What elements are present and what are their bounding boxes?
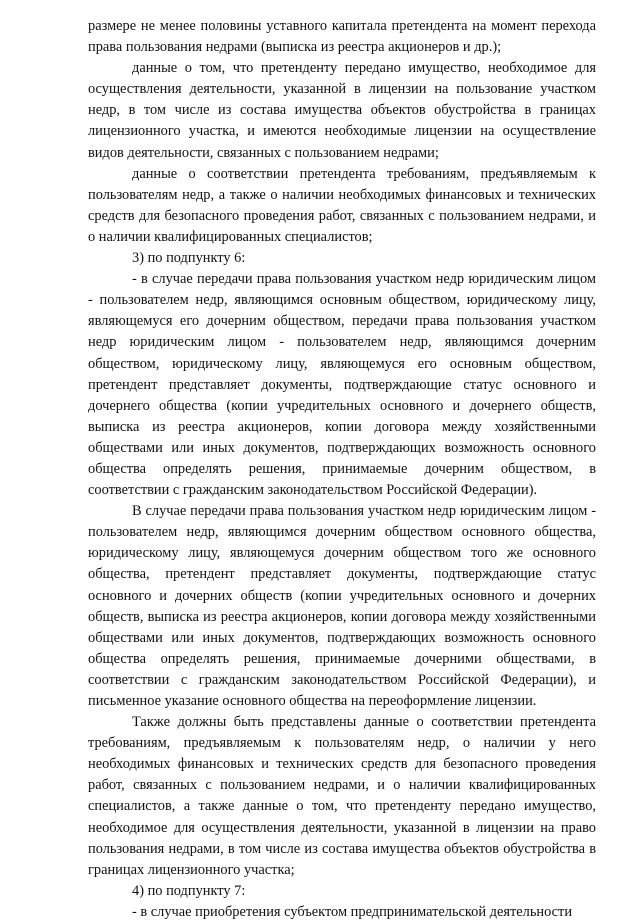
document-page: [88, 16, 596, 923]
paragraph-1: размере не менее половины уставного капитала претендента на момент перехода права пользования недрами (выписка из реестра акционеров и др.);: [88, 18, 596, 56]
paragraph-6: Также должны быть представлены данные о соответствии претендента требованиям, предъявляемым к пользователям недр, о наличии у него необходимых финансовых и технических средств для безопасного проведения работ, связанных с пользованием недрами, и о наличии квалифицированных специалистов, а также данные о том, что претенденту передано имущество, необходимое для осуществления деятельности, указанной в лицензии на право пользования недрами, в том числе из состава имущества объектов обустройства в границах лицензионного участка;: [88, 714, 596, 878]
paragraph-4: - в случае передачи права пользования участком недр юридическим лицом - пользователем недр, являющимся основным обществом, юридическому лицу, являющемуся его дочерним обществом, передачи права пользования участком недр юридическим лицом - пользователем недр, являющимся дочерним обществом, юридическому лицу, являющемуся его основным обществом, претендент представляет документы, подтверждающие статус основного и дочернего общества (копии учредительных основного и дочернего обществ, выписка из реестра акционеров, копии договора между хозяйственными обществами или иных документов, подтверждающих возможность основного общества определять решения, принимаемые дочерним обществом, в соответствии с гражданским законодательством Российской Федерации).: [88, 271, 596, 499]
paragraph-3: данные о соответствии претендента требованиям, предъявляемым к пользователям недр, а также о наличии необходимых финансовых и технических средств для безопасного проведения работ, связанных с пользованием недрами, и о наличии квалифицированных специалистов;: [88, 165, 596, 245]
paragraph-5: В случае передачи права пользования участком недр юридическим лицом - пользователем недр, являющимся дочерним обществом основного общества, юридическому лицу, являющемуся дочерним обществом того же основного общества, претендент представляет документы, подтверждающие статус основного и дочерних обществ (копии учредительных основного и дочерних обществ, выписка из реестра акционеров, копии договора между хозяйственными обществами или иных документов, подтверждающих возможность основного общества определять решения, принимаемые дочерними обществами, в соответствии с гражданским законодательством Российской Федерации), и письменное указание основного общества на переоформление лицензии.: [88, 503, 596, 709]
paragraph-7: - в случае приобретения субъектом предпринимательской деятельности: [132, 903, 573, 920]
paragraph-subitem-3: 3) по подпункту 6:: [132, 250, 246, 267]
paragraph-subitem-4: 4) по подпункту 7:: [132, 882, 246, 899]
paragraph-2: данные о том, что претенденту передано имущество, необходимое для осуществления деятельности, указанной в лицензии на пользование участком недр, в том числе из состава имущества объектов обустройства в границах лицензионного участка, и имеются необходимые лицензии на осуществление видов деятельности, связанных с пользованием недрами;: [88, 60, 596, 161]
